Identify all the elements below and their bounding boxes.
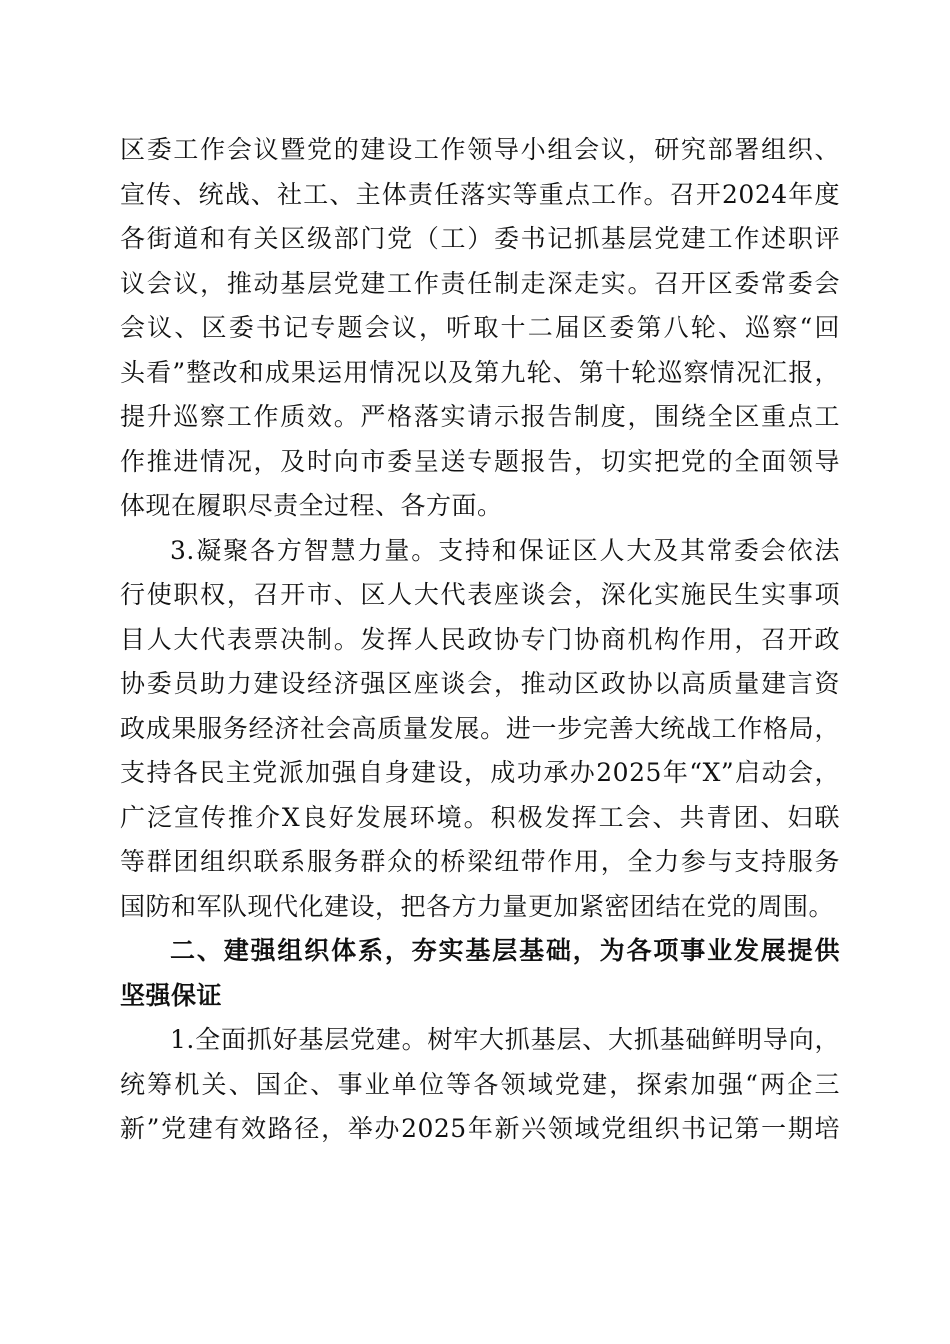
text-line: 宣传、统战、社工、主体责任落实等重点工作。召开2024年度 <box>120 179 840 209</box>
text-line: 国防和军队现代化建设，把各方力量更加紧密团结在党的周围。 <box>120 891 835 921</box>
text-line: 1.全面抓好基层党建。树牢大抓基层、大抓基础鲜明导向， <box>170 1025 840 1054</box>
text-line: 作推进情况，及时向市委呈送专题报告，切实把党的全面领导 <box>120 446 840 476</box>
text-line: 区委工作会议暨党的建设工作领导小组会议，研究部署组织、 <box>120 135 840 164</box>
text-line: 协委员助力建设经济强区座谈会，推动区政协以高质量建言资 <box>120 669 840 698</box>
paragraph-2 <box>120 529 840 930</box>
text-line: 新”党建有效路径，举办2025年新兴领域党组织书记第一期培 <box>120 1114 840 1143</box>
text-line: 3.凝聚各方智慧力量。支持和保证区人大及其常委会依法 <box>170 535 840 565</box>
text-line: 提升巡察工作质效。严格落实请示报告制度，围绕全区重点工 <box>120 402 840 431</box>
text-line: 等群团组织联系服务群众的桥梁纽带作用，全力参与支持服务 <box>120 847 840 876</box>
text-line: 会议、区委书记专题会议，听取十二届区委第八轮、巡察“回 <box>120 313 840 342</box>
text-line: 体现在履职尽责全过程、各方面。 <box>120 491 503 520</box>
heading-line: 坚强保证 <box>120 980 223 1010</box>
section-heading <box>120 929 840 1018</box>
text-line: 各街道和有关区级部门党（工）委书记抓基层党建工作述职评 <box>120 224 840 253</box>
text-line: 统筹机关、国企、事业单位等各领域党建，探索加强“两企三 <box>120 1069 840 1099</box>
text-line: 议会议，推动基层党建工作责任制走深走实。召开区委常委会 <box>120 268 840 298</box>
text-line: 政成果服务经济社会高质量发展。进一步完善大统战工作格局， <box>120 713 840 743</box>
text-line: 支持各民主党派加强自身建设，成功承办2025年“X”启动会， <box>120 758 840 787</box>
text-line: 头看”整改和成果运用情况以及第九轮、第十轮巡察情况汇报， <box>120 357 840 387</box>
text-line: 行使职权，召开市、区人大代表座谈会，深化实施民生实事项 <box>120 580 840 609</box>
text-line: 广泛宣传推介X良好发展环境。积极发挥工会、共青团、妇联 <box>120 802 840 832</box>
heading-line: 二、建强组织体系，夯实基层基础，为各项事业发展提供 <box>170 936 840 965</box>
paragraph-3 <box>120 1018 840 1152</box>
text-line: 目人大代表票决制。发挥人民政协专门协商机构作用，召开政 <box>120 624 840 654</box>
document-body <box>120 128 840 1152</box>
paragraph-1 <box>120 128 840 529</box>
